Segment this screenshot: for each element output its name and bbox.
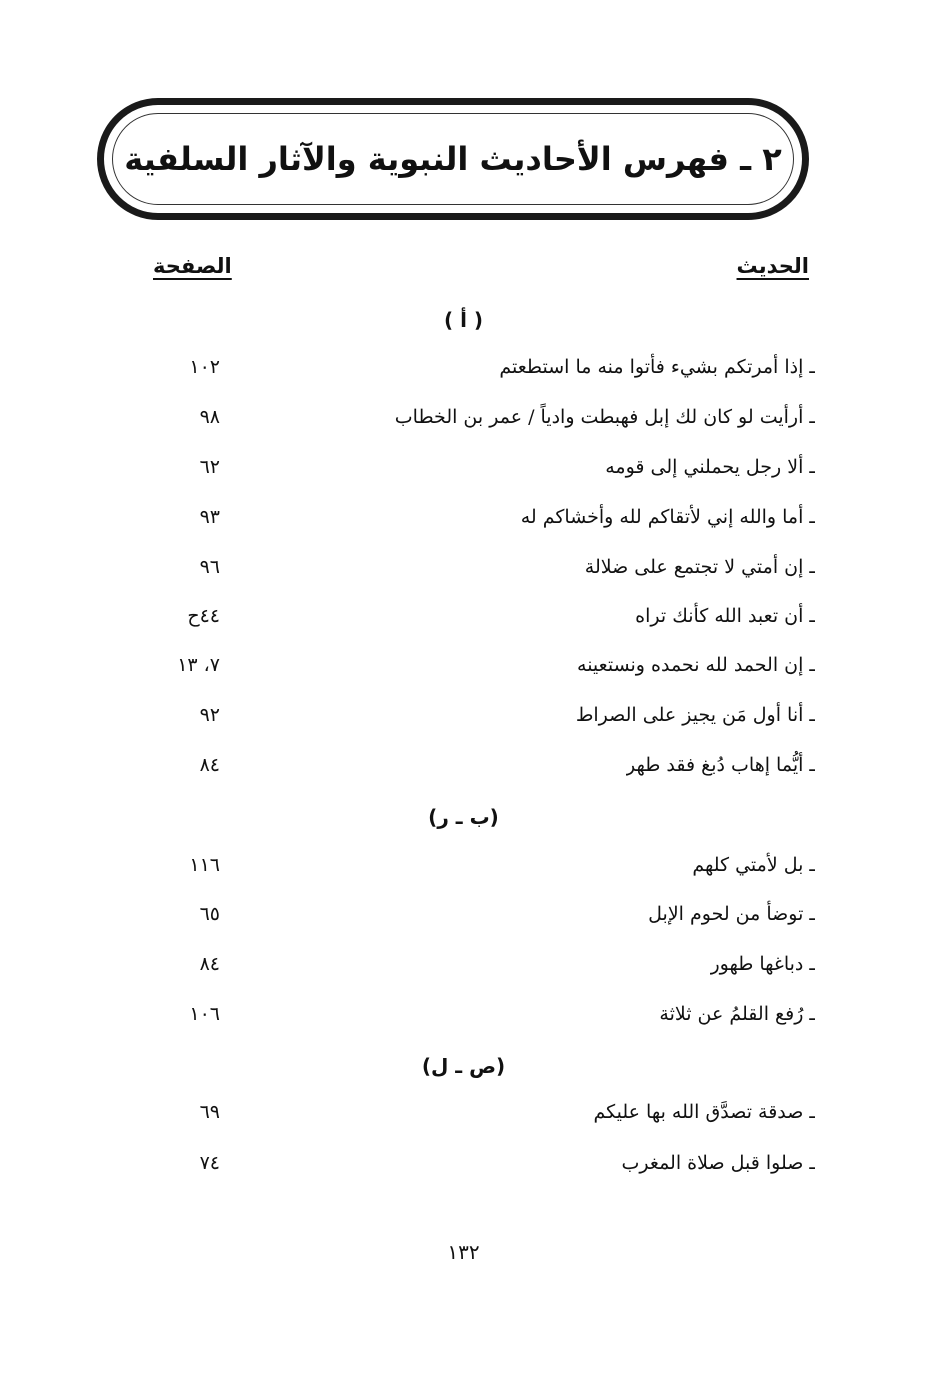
hadith-text: ـ صلوا قبل صلاة المغرب xyxy=(621,1152,815,1174)
hadith-text: ـ إن أمتي لا تجتمع على ضلالة xyxy=(584,556,815,578)
index-entry xyxy=(0,552,927,582)
index-entry xyxy=(0,1148,927,1178)
page-reference: ٨٤ xyxy=(199,754,220,776)
page-reference: ٨٤ xyxy=(199,953,220,975)
page-reference: ٧٤ xyxy=(199,1152,220,1174)
hadith-text: ـ إن الحمد لله نحمده ونستعينه xyxy=(577,654,815,676)
section-heading-alif: ( أ ) xyxy=(443,308,484,332)
page-reference: ٩٨ xyxy=(199,406,220,428)
page-title: ٢ ـ فهرس الأحاديث النبوية والآثار السلفية xyxy=(124,140,782,178)
page-reference: ٦٢ xyxy=(199,456,220,478)
page-reference: ٧، ١٣ xyxy=(177,654,220,676)
page-reference: ٦٥ xyxy=(199,903,220,925)
index-entry xyxy=(0,750,927,780)
hadith-text: ـ أنا أول مَن يجيز على الصراط xyxy=(575,704,815,726)
index-entry xyxy=(0,899,927,929)
index-entry xyxy=(0,402,927,432)
index-entry xyxy=(0,650,927,680)
page-reference: ١١٦ xyxy=(189,854,220,876)
index-entry xyxy=(0,601,927,631)
hadith-text: ـ أن تعبد الله كأنك تراه xyxy=(635,605,815,627)
hadith-text: ـ رُفع القلمُ عن ثلاثة xyxy=(659,1003,815,1025)
column-header-page: الصفحة xyxy=(153,254,232,278)
section-heading-sad-lam: (ص ـ ل) xyxy=(421,1054,506,1078)
hadith-text: ـ صدقة تصدَّق الله بها عليكم xyxy=(593,1101,815,1123)
column-header-hadith: الحديث xyxy=(736,254,809,278)
index-entry xyxy=(0,700,927,730)
hadith-text: ـ أرأيت لو كان لك إبل فهبطت وادياً / عمر بن الخطاب xyxy=(394,406,815,428)
section-heading-ba-ra: (ب ـ ر) xyxy=(428,805,499,829)
hadith-text: ـ إذا أمرتكم بشيء فأتوا منه ما استطعتم xyxy=(499,356,815,378)
index-entry xyxy=(0,1097,927,1127)
hadith-text: ـ أيُّما إهاب دُبغ فقد طهر xyxy=(626,754,815,776)
page-reference: ٩٣ xyxy=(199,506,220,528)
page-reference: ٦٩ xyxy=(199,1101,220,1123)
page-reference: ٩٦ xyxy=(199,556,220,578)
index-entry xyxy=(0,850,927,880)
hadith-text: ـ ألا رجل يحملني إلى قومه xyxy=(605,456,815,478)
index-entry xyxy=(0,452,927,482)
hadith-text: ـ بل لأمتي كلهم xyxy=(692,854,815,876)
hadith-text: ـ أما والله إني لأتقاكم لله وأخشاكم له xyxy=(520,506,815,528)
hadith-text: ـ دباغها طهور xyxy=(710,953,815,975)
index-entry xyxy=(0,502,927,532)
index-entry xyxy=(0,352,927,382)
hadith-text: ـ توضأ من لحوم الإبل xyxy=(648,903,815,925)
page-reference: ٩٢ xyxy=(199,704,220,726)
page-reference: ٤٤ح xyxy=(187,605,220,627)
index-entry xyxy=(0,949,927,979)
page-reference: ١٠٦ xyxy=(189,1003,220,1025)
page-number: ١٣٢ xyxy=(447,1240,480,1264)
index-entry xyxy=(0,999,927,1029)
page-reference: ١٠٢ xyxy=(189,356,220,378)
